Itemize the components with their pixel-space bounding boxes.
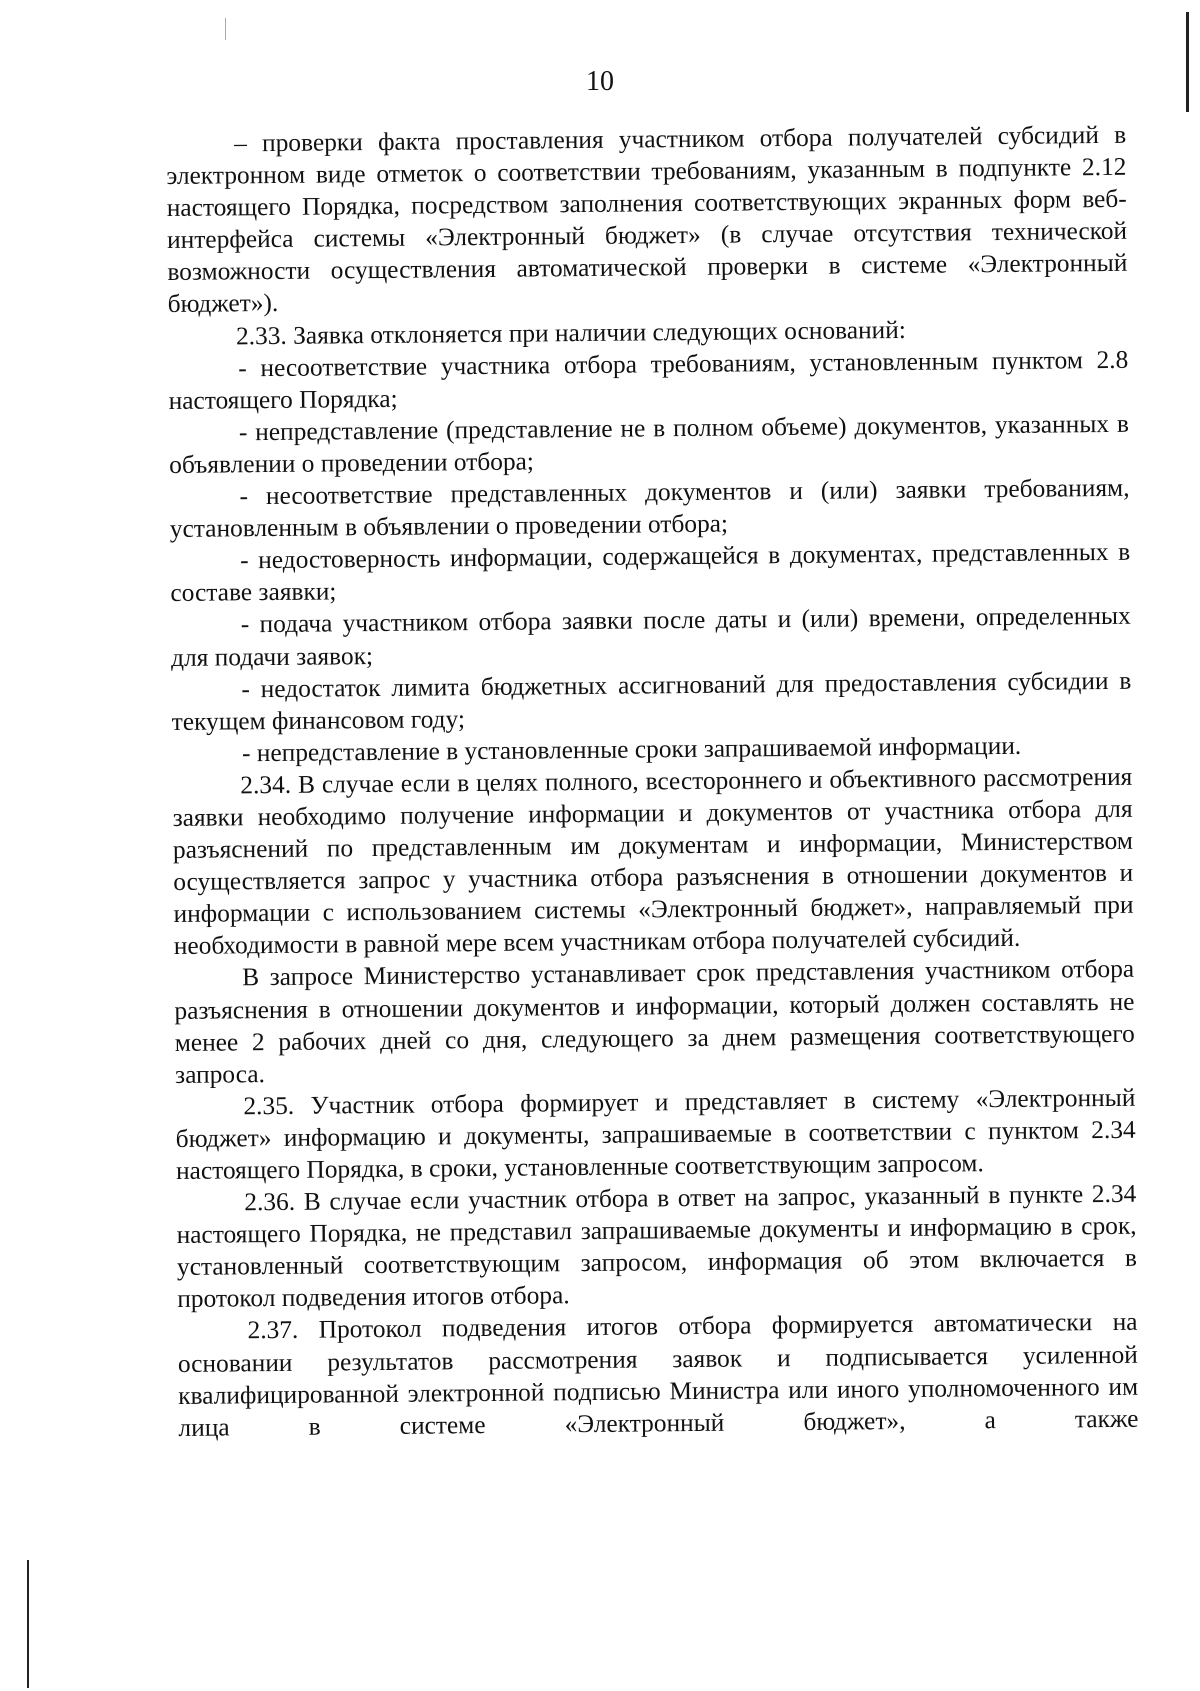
paragraph-request-deadline: В запросе Министерство устанавливает срок представления участником отбора разъяснения в отношении документов и информации, который должен составлять не менее 2 рабочих дней со дня, следующего за днем размещения соответствующего запроса.	[174, 955, 1135, 1089]
list-item-rejection-3: - несоответствие представленных документов и (или) заявки требованиям, установленным в объявлении о проведении отбора;	[169, 473, 1130, 544]
paragraph-check-marks: – проверки факта проставления участником отбора получателей субсидий в электронном виде отметок о соответствии требованиям, указанным в подпункте 2.12 настоящего Порядка, посредством заполнения соответствующих экранных форм веб-интерфейса системы «Электронный бюджет» (в случае отсутствия технической возможности осуществления автоматической проверки в системе «Электронный бюджет»).	[166, 120, 1128, 319]
page-number: 10	[586, 66, 614, 97]
scan-edge-left-bottom	[27, 1560, 29, 1688]
list-item-rejection-2: - непредставление (представление не в полном объеме) документов, указанных в объявлении о проведении отбора;	[169, 409, 1130, 479]
list-item-rejection-6: - недостаток лимита бюджетных ассигнований для предоставления субсидии в текущем финансовом году;	[171, 666, 1132, 736]
paragraph-2-34: 2.34. В случае если в целях полного, всестороннего и объективного рассмотрения заявки необходимо получение информации и документов от участника отбора для разъяснений по представленным им документам и информации, Министерством осуществляется запрос у участника отбора разъяснения в отношении документов и информации с использованием системы «Электронный бюджет», направляемый при необходимости в равной мере всем участникам отбора получателей субсидий.	[172, 762, 1134, 961]
paragraph-2-33: 2.33. Заявка отклоняется при наличии следующих оснований:	[235, 315, 906, 350]
list-item-rejection-1: - несоответствие участника отбора требованиям, установленным пунктом 2.8 настоящего Порядка;	[168, 345, 1129, 415]
document-body	[166, 119, 1139, 1444]
list-item-rejection-4: - недостоверность информации, содержащейся в документах, представленных в составе заявки;	[170, 537, 1131, 608]
list-item-rejection-7: - непредставление в установленные сроки запрашиваемой информации.	[241, 731, 1022, 768]
paragraph-2-36: 2.36. В случае если участник отбора в ответ на запрос, указанный в пункте 2.34 настоящего Порядка, не представил запрашиваемые документы и информацию в срок, установленный соответствующим запросом, информация об этом включается в протокол подведения итогов отбора.	[176, 1179, 1138, 1314]
paragraph-2-35: 2.35. Участник отбора формирует и представляет в систему «Электронный бюджет» информацию и документы, запрашиваемые в соответствии с пунктом 2.34 настоящего Порядка, в сроки, установленные соответствующим запросом.	[175, 1083, 1136, 1185]
list-item-rejection-5: - подача участником отбора заявки после даты и (или) времени, определенных для подачи заявок;	[170, 602, 1131, 672]
paragraph-2-37: 2.37. Протокол подведения итогов отбора формируется автоматически на основании результатов рассмотрения заявок и подписывается усиленной квалифицированной электронной подписью Министра или иного уполномоченного им лица в системе «Электронный бюджет», а также	[177, 1308, 1139, 1442]
scan-edge-left-top	[225, 18, 226, 40]
